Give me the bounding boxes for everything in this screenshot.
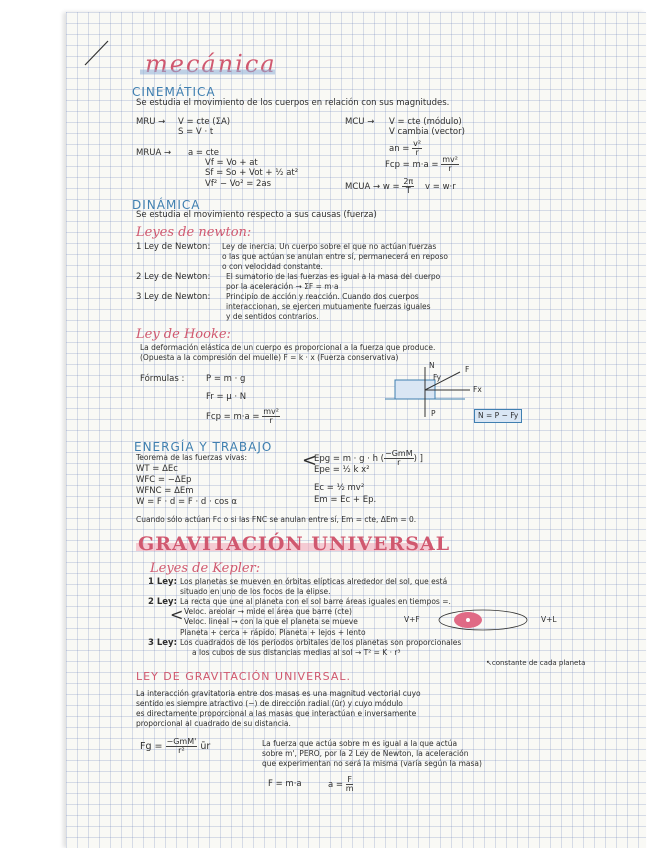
diagram-label-f: F: [465, 365, 470, 374]
gravitation-law-line-4: proporcional al cuadrado de su distancia.: [136, 719, 291, 728]
gravitation-law-line-3: es directamente proporcional a las masas que interactúan e inversamente: [136, 709, 417, 718]
energia-wt: WT = ΔEc: [136, 464, 178, 474]
side-note-line-3: que experimentan no será la misma (varía según la masa): [262, 759, 482, 768]
mru-eq-2: S = V · t: [178, 127, 214, 137]
law1-line-3: o con velocidad constante.: [222, 262, 323, 271]
energia-ec: Ec = ½ mv²: [314, 483, 365, 493]
page-title: mecánica: [145, 50, 277, 78]
pen-mark: [80, 35, 120, 75]
fcp-eq: Fcp = m·a = $\frac{\text{mv²}}{r}$: [385, 155, 458, 173]
energia-epg: Epg = m · g · h ( $\frac{\text{−GmM}}{r}$ ) ]: [314, 449, 423, 467]
energia-note: Cuando sólo actúan Fc o si las FNC se anulan entre sí, Em = cte, ΔEm = 0.: [136, 515, 417, 524]
kepler-law1-line-2: situado en uno de los focos de la elipse.: [180, 587, 331, 596]
kepler-law3-label: 3 Ley:: [148, 638, 177, 648]
energia-w: W = F · d = F · d · cos α: [136, 497, 237, 507]
formula-fcp: Fcp = m·a = $\frac{\text{mv²}}{r}$: [206, 407, 279, 425]
kepler-law1-line-1: Los planetas se mueven en órbitas elípticas alrededor del sol, que está: [180, 577, 448, 586]
mrua-label: MRUA →: [136, 148, 172, 158]
fg-formula: Fg = $\frac{\text{−GmM'}}{\text{r²}}$ ūr: [140, 737, 211, 755]
acceleration-formula: a = $\frac{F}{m}$: [328, 775, 354, 793]
energia-epe: Epe = ½ k x²: [314, 465, 370, 475]
law2-line-1: El sumatorio de las fuerzas es igual a la masa del cuerpo: [226, 272, 441, 281]
cinematica-desc: Se estudia el movimiento de los cuerpos en relación con sus magnitudes.: [136, 98, 450, 108]
kepler-law2-label: 2 Ley:: [148, 597, 177, 607]
mcu-eq-1: V = cte (módulo): [389, 117, 462, 127]
formulas-label: Fórmulas :: [140, 374, 185, 384]
kepler-brace: <: [170, 605, 184, 624]
diagram-normal-box: N = P − Fy: [474, 409, 522, 423]
energia-brace: <: [302, 450, 318, 471]
kepler-law3-note: ↖constante de cada planeta: [486, 659, 586, 667]
kepler-vf: V+F: [404, 615, 420, 624]
law1-line-1: Ley de inercia. Un cuerpo sobre el que no actúan fuerzas: [222, 242, 437, 251]
mcu-label: MCU →: [345, 117, 375, 127]
diagram-label-p: P: [431, 409, 436, 418]
orbit-ellipse: [428, 605, 538, 635]
energia-wfnc: WFNC = ΔEm: [136, 486, 194, 496]
side-note-line-1: La fuerza que actúa sobre m es igual a la que actúa: [262, 739, 458, 748]
kepler-law2-line-2: Veloc. areolar → mide el área que barre (cte): [184, 607, 352, 616]
title-underline: [140, 68, 280, 78]
mrua-eq-3: Vf² − Vo² = 2as: [205, 179, 272, 189]
law2-label: 2 Ley de Newton:: [136, 272, 211, 282]
gravitation-law-heading: LEY DE GRAVITACIÓN UNIVERSAL.: [136, 670, 352, 683]
kepler-law2-line-4: Planeta + cerca + rápido. Planeta + lejos + lento: [180, 628, 366, 637]
kepler-law2-line-1: La recta que une al planeta con el sol barre áreas iguales en tiempos =.: [180, 597, 451, 606]
energia-theorem: Teorema de las fuerzas vivas:: [136, 453, 247, 462]
law3-label: 3 Ley de Newton:: [136, 292, 211, 302]
kepler-law3-line-1: Los cuadrados de los periodos orbitales de los planetas son proporcionales: [180, 638, 462, 647]
kepler-law3-line-2: a los cubos de sus distancias medias al sol → T² = K · r³: [192, 648, 401, 657]
diagram-label-fx: Fx: [473, 385, 482, 394]
energia-em: Em = Ec + Ep.: [314, 495, 377, 505]
energia-wfc: WFC = −ΔEp: [136, 475, 192, 485]
mcu-an: an = $\frac{\text{v²}}{r}$: [389, 139, 422, 157]
newton-heading: Leyes de newton:: [136, 225, 252, 240]
mrua-eq-1: Vf = Vo + at: [205, 158, 258, 168]
mru-eq-1: V = cte (ΣA): [178, 117, 231, 127]
dinamica-desc: Se estudia el movimiento respecto a sus causas (fuerza): [136, 210, 377, 220]
kepler-heading: Leyes de Kepler:: [150, 561, 261, 576]
gravitacion-title: GRAVITACIÓN UNIVERSAL: [138, 533, 451, 555]
cinematica-heading: CINEMÁTICA: [132, 85, 216, 99]
mcua-eq: MCUA → w = $\frac{2\pi}{T}$ v = w·r: [345, 177, 456, 195]
kepler-law1-label: 1 Ley:: [148, 577, 177, 587]
formula-friction: Fr = μ · N: [206, 392, 247, 402]
hooke-heading: Ley de Hooke:: [136, 327, 231, 342]
gravitation-law-line-1: La interacción gravitatoria entre dos masas es una magnitud vectorial cuyo: [136, 689, 421, 698]
diagram-label-n: N: [429, 361, 435, 370]
law1-line-2: o las que actúan se anulan entre sí, permanecerá en reposo: [222, 252, 448, 261]
mcu-eq-2: V cambia (vector): [389, 127, 465, 137]
gravitation-law-line-2: sentido es siempre atractivo (−) de dirección radial (ūr) y cuyo módulo: [136, 699, 403, 708]
law1-label: 1 Ley de Newton:: [136, 242, 211, 252]
law2-line-2: por la aceleración → ΣF = m·a: [226, 282, 339, 291]
side-note-line-2: sobre m', PERO, por la 2 Ley de Newton, la aceleración: [262, 749, 469, 758]
kepler-law2-line-3: Veloc. lineal → con la que el planeta se mueve: [184, 617, 358, 626]
formula-weight: P = m · g: [206, 374, 246, 384]
mrua-eq-2: Sf = So + Vot + ½ at²: [205, 168, 299, 178]
law3-line-2: interaccionan, se ejercen mutuamente fuerzas iguales: [226, 302, 431, 311]
energia-heading: ENERGÍA Y TRABAJO: [134, 440, 273, 454]
law3-line-1: Principio de acción y reacción. Cuando dos cuerpos: [226, 292, 419, 301]
hooke-line-2: (Opuesta a la compresión del muelle) F = k · x (Fuerza conservativa): [140, 353, 399, 362]
mru-label: MRU →: [136, 117, 166, 127]
dinamica-heading: DINÁMICA: [132, 198, 201, 212]
newton-second-law: F = m·a: [268, 779, 302, 789]
diagram-label-fy: Fy: [433, 373, 442, 382]
mrua-a: a = cte: [188, 148, 219, 158]
kepler-vl: V+L: [541, 615, 557, 624]
hooke-line-1: La deformación elástica de un cuerpo es proporcional a la fuerza que produce.: [140, 343, 436, 352]
law3-line-3: y de sentidos contrarios.: [226, 312, 319, 321]
